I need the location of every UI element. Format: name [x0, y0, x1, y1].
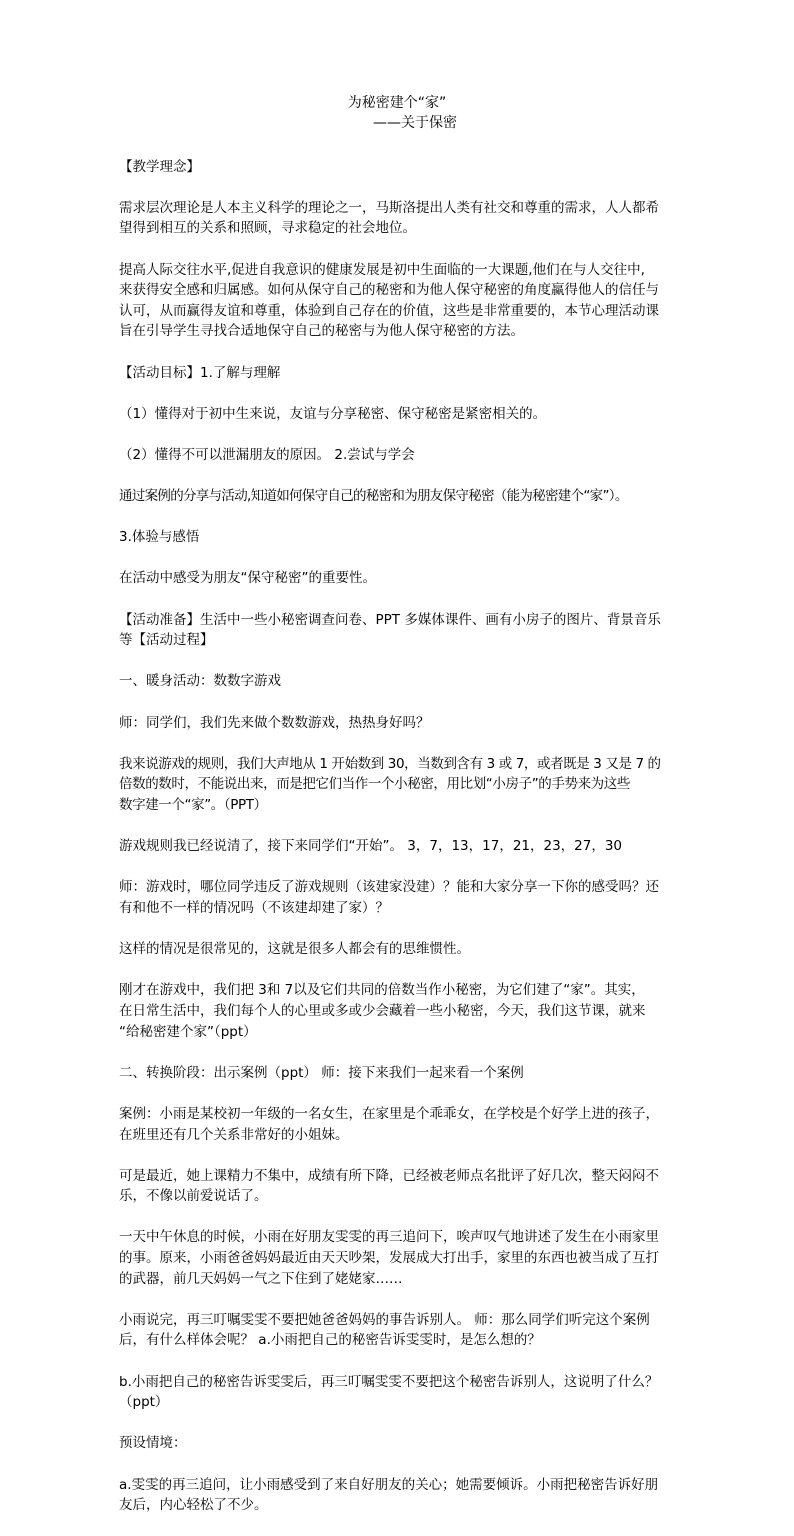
teacher-line-warmup: 师：同学们，我们先来做个数数游戏，热热身好吗？ — [119, 714, 430, 731]
document-title: 为秘密建个“家” — [347, 95, 447, 111]
paragraph-case-intro: 案例：小雨是某校初一年级的一名女生，在家里是个乖乖女，在学校是个好学上进的孩子， 在班里还有几个关系非常好的小姐妹。 — [119, 1105, 659, 1143]
paragraph-interpersonal-skills: 提高人际交往水平,促进自我意识的健康发展是初中生面临的一大课题,他们在与人交往中, 来获得安全感和归属感。如何从保守自己的秘密和为他人保守秘密的角度赢得他人的信任与 认可，从而赢得友谊和尊重，体验到自己存在的价值，这些是非常重要的，本节心理活动课 旨在引导学生寻找合适地保守自己的秘密与为他人保守秘密的方法。 — [119, 261, 659, 340]
section-heading-activity-prep: 【活动准备】生活中一些小秘密调查问卷、PPT 多媒体课件、画有小房子的图片、背景音乐 等【活动过程】 — [119, 611, 661, 649]
goal-item-2: （2）懂得不可以泄漏朋友的原因。 2.尝试与学会 — [119, 446, 415, 463]
paragraph-preset-a: a.雯雯的再三追问，让小雨感受到了来自好朋友的关心；她需要倾诉。小雨把秘密告诉好朋 友后，内心轻松了不少。 — [119, 1476, 659, 1514]
goal-item-1: （1）懂得对于初中生来说，友谊与分享秘密、保守秘密是紧密相关的。 — [119, 405, 547, 422]
paragraph-thinking-inertia: 这样的情况是很常见的，这就是很多人都会有的思维惯性。 — [119, 941, 470, 958]
paragraph-case-question-b: b.小雨把自己的秘密告诉雯雯后，再三叮嘱雯雯不要把这个秘密告诉别人，这说明了什么？ （ppt） — [119, 1373, 659, 1411]
document-subtitle: ——关于保密 — [373, 115, 457, 131]
paragraph-game-rules: 我来说游戏的规则，我们大声地从 1 开始数到 30，当数到含有 3 或 7，或者既是 3 又是 7 的 倍数的数时，不能说出来，而是把它们当作一个小秘密，用比划“小房子”的手势来为这些 数字建一个“家”。（PPT） — [119, 755, 661, 813]
heading-preset-scenario: 预设情境： — [119, 1435, 187, 1452]
paragraph-game-summary: 刚才在游戏中，我们把 3和 7以及它们共同的倍数当作小秘密，为它们建了“家”。其实， 在日常生活中，我们每个人的心里或多或少会藏着一些小秘密，今天，我们这节课，就来 “给秘密建个家”（ppt） — [119, 982, 646, 1040]
document-header — [0, 93, 794, 133]
goal-experience: 3.体验与感悟 — [119, 529, 200, 546]
paragraph-case-recent: 可是最近，她上课精力不集中，成绩有所下降，已经被老师点名批评了好几次，整天闷闷不 乐，不像以前爱说话了。 — [119, 1167, 659, 1205]
section-heading-transition: 二、转换阶段：出示案例（ppt） 师：接下来我们一起来看一个案例 — [119, 1064, 524, 1081]
goal-experience-detail: 在活动中感受为朋友“保守秘密”的重要性。 — [119, 570, 376, 587]
section-heading-teaching-philosophy: 【教学理念】 — [119, 158, 200, 175]
paragraph-case-question-a: 小雨说完，再三叮嘱雯雯不要把她爸爸妈妈的事告诉别人。 师：那么同学们听完这个案例 后，有什么样体会呢？ a.小雨把自己的秘密告诉雯雯时，是怎么想的？ — [119, 1311, 650, 1349]
section-heading-warmup: 一、暖身活动：数数字游戏 — [119, 673, 281, 690]
paragraph-maslow-theory: 需求层次理论是人本主义科学的理论之一，马斯洛提出人类有社交和尊重的需求，人人都希 望得到相互的关系和照顾，寻求稳定的社会地位。 — [119, 199, 659, 237]
paragraph-case-story: 一天中午休息的时候，小雨在好朋友雯雯的再三追问下，唉声叹气地讲述了发生在小雨家里 的事。原来，小雨爸爸妈妈最近由天天吵架，发展成大打出手，家里的东西也被当成了互打 的武器，前几天妈妈一气之下住到了姥姥家…… — [119, 1229, 659, 1287]
teacher-line-game-feedback: 师：游戏时，哪位同学违反了游戏规则（该建家没建）？能和大家分享一下你的感受吗？还 有和他不一样的情况吗（不该建却建了家）？ — [119, 879, 659, 916]
section-heading-activity-goals: 【活动目标】1.了解与理解 — [119, 364, 281, 381]
goal-case-sharing: 通过案例的分享与活动,知道如何保守自己的秘密和为朋友保守秘密（能为秘密建个“家”）。 — [119, 488, 628, 505]
document-body — [119, 136, 689, 1536]
paragraph-game-start: 游戏规则我已经说清了，接下来同学们“开始”。 3，7，13，17，21，23，27，30 — [119, 838, 623, 855]
